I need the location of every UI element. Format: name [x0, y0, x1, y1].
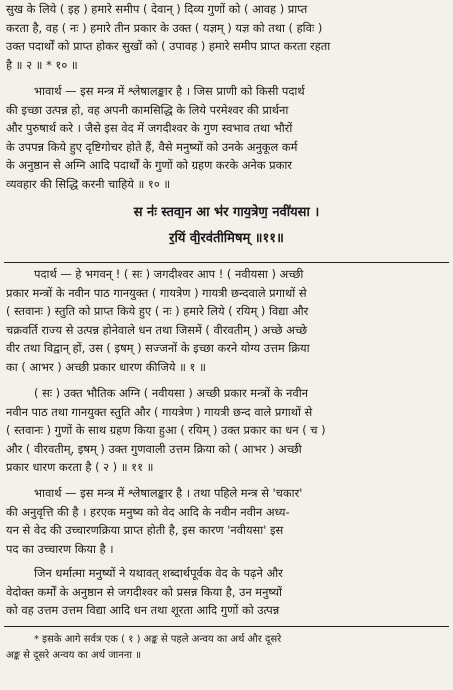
text-line: यन से वेद की उच्चारणक्रिया प्राप्त होती है, इस कारण 'नवीयसा' इस	[6, 523, 284, 538]
text-line: की अनुवृत्ति की है । हरएक मनुष्य को वेद आदि के नवीन नवीन अध्य-	[6, 504, 290, 519]
text-line: के अनुष्ठान से अग्नि आदि पदार्थों के गुणों को ग्रहण करके अनेक प्रकार	[6, 158, 292, 173]
text-line: की इच्छा उत्पन्न हो, वह अपनी कामसिद्धि के लिये परमेश्वर की प्रार्थना	[6, 102, 289, 117]
text-line: सुख के लिये ( इह ) हमारे समीप ( देवान् ) दिव्य गुणों को ( आवह ) प्राप्त	[6, 2, 308, 16]
footnote-line: * इसके आगे सर्वत्र एक ( १ ) अङ्क से पहले अन्वय का अर्थ और दूसरे	[34, 634, 282, 645]
footnote-line: अङ्क से दूसरे अन्वय का अर्थ जानना ॥	[6, 650, 142, 661]
text-line: भावार्थ — इस मन्त्र में श्लेषालङ्कार है । तथा पहिले मन्त्र से 'चकार'	[34, 486, 303, 500]
text-line: है ॥ २ ॥ * १० ॥	[6, 57, 78, 72]
bhavartha-paragraph-2	[0, 484, 453, 558]
text-line: वेदोक्त कर्मों के अनुष्ठान से जगदीश्वर को प्रसन्न किया है, उन मनुष्यों	[6, 584, 283, 599]
text-line: चक्रवर्ति राज्य से उत्पन्न होनेवाले धन तथा जिसमें ( वीरवतीम् ) अच्छे अच्छे	[6, 322, 308, 337]
bhavartha-paragraph-1	[0, 82, 453, 194]
footnote	[0, 632, 453, 664]
text-line: जिन धर्मात्मा मनुष्यों ने यथावत् शब्दार्थपूर्वक वेद के पढ़ने और	[34, 566, 283, 580]
text-line: भावार्थ — इस मन्त्र में श्लेषालङ्कार है । जिस प्राणी को किसी पदार्थ	[34, 84, 305, 98]
text-line: प्रकार धारण करता है ( २ ) ॥ ११ ॥	[6, 460, 154, 475]
mantra-verse	[0, 200, 453, 252]
text-line: पदार्थ — हे भगवन् ! ( सः ) जगदीश्वर आप ! ( नवीयसा ) अच्छी	[34, 267, 304, 281]
text-line: और ( वीरवतीम्, इषम् ) उक्त गुणवाली उत्तम क्रिया को ( आभर ) अच्छी	[6, 441, 302, 456]
closing-paragraph	[0, 564, 453, 620]
text-line: व्यवहार की सिद्धि करनी चाहिये ॥ १० ॥	[6, 176, 171, 191]
text-line: का ( आभर ) अच्छी प्रकार धारण कीजिये ॥ १ ॥	[6, 359, 206, 374]
text-line: उक्त पदार्थों को प्राप्त होकर सुखों को ( उपावह ) हमारे समीप प्राप्त करता रहता	[6, 39, 331, 54]
text-line: करता है, वह ( नः ) हमारे तीन प्रकार के उक्त ( यज्ञम् ) यज्ञ को तथा ( हविः )	[6, 20, 323, 35]
padartha-paragraph	[0, 265, 453, 377]
text-line: ( स्तवानः ) स्तुति को प्राप्त किये हुए ( नः ) हमारे लिये ( रयिम् ) विद्या और	[6, 304, 309, 319]
text-line: के उपपन्न किये हुए दृष्टिगोचर होते हैं, वैसे मनुष्यों को उनके अनुकूल कर्म	[6, 139, 298, 154]
separator-line	[4, 262, 449, 263]
top-paragraph	[0, 0, 453, 74]
mantra-line: र॒यिं वी॒रव॑तीमिषम् ॥११॥	[169, 231, 284, 246]
text-line: और पुरुषार्थ करे । जैसे इस वेद में जगदीश्वर के गुण स्वभाव तथा भौरों	[6, 121, 293, 136]
text-line: ( सः ) उक्त भौतिक अग्नि ( नवीयसा ) अच्छी प्रकार मन्त्रों के नवीन	[34, 386, 308, 400]
footnote-separator	[4, 626, 449, 627]
padartha-paragraph-2	[0, 384, 453, 477]
mantra-line: स नः॑ स्तवा॒न आ भ॑र गाय॒त्रेण॒ नवी॑यसा ।	[133, 205, 320, 220]
text-line: वीर तथा विद्वान् हों, उस ( इषम् ) सज्जनों के इच्छा करने योग्य उत्तम क्रिया	[6, 341, 310, 356]
text-line: नवीन पाठ तथा गानयुक्त स्तुति और ( गायत्रेण ) गायत्री छन्द वाले प्रगाथों से	[6, 404, 313, 419]
text-line: ( स्तवानः ) गुणों के साथ ग्रहण किया हुआ ( रयिम् ) उक्त प्रकार का धन ( च )	[6, 423, 326, 438]
text-line: को वह उत्तम उत्तम विद्या आदि धन तथा शूरता आदि गुणों को उत्पन्न	[6, 603, 280, 618]
text-line: पद का उच्चारण किया है ।	[6, 541, 114, 556]
text-line: प्रकार मन्त्रों के नवीन पाठ गानयुक्त ( गायत्रेण ) गायत्री छन्दवाले प्रगाथों से	[6, 285, 307, 300]
